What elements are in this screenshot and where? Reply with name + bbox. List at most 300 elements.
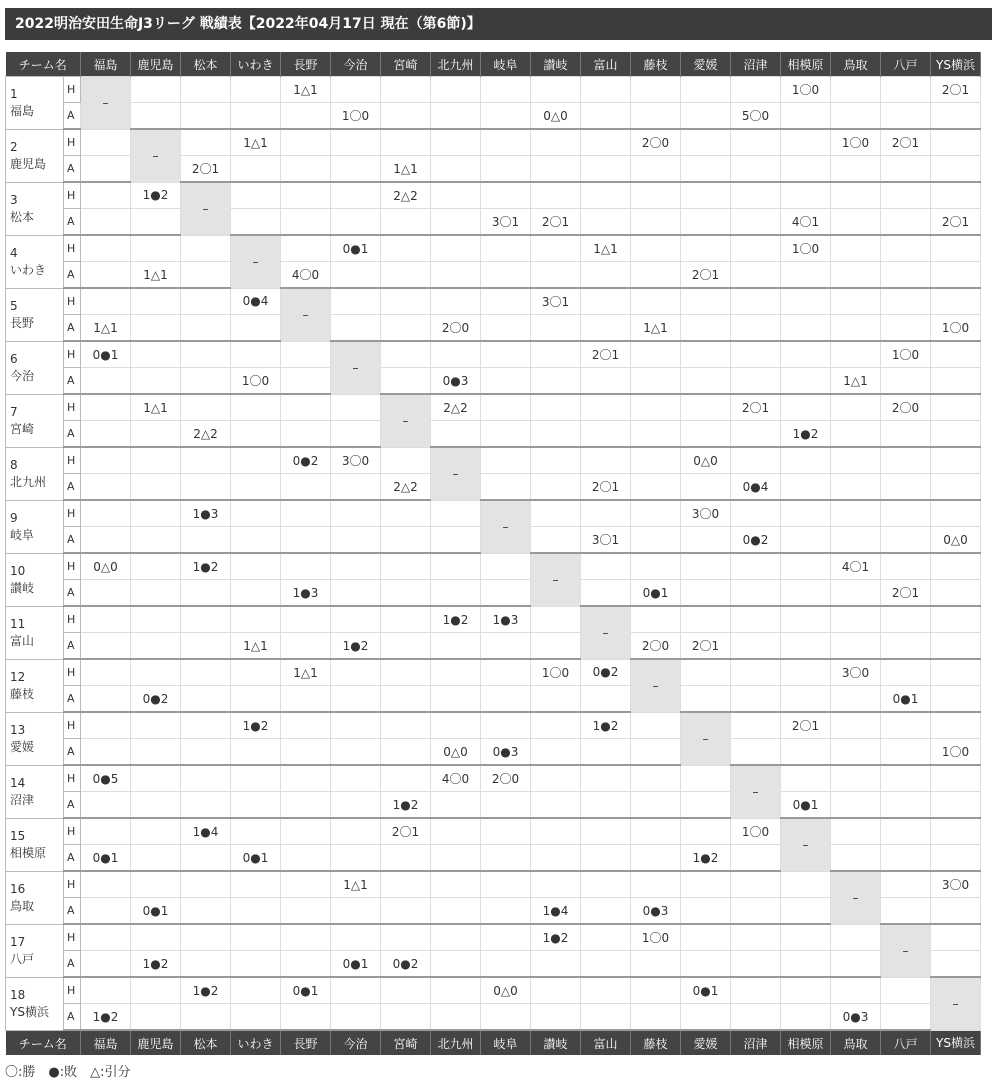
result-cell bbox=[731, 500, 781, 527]
team-15-away-row bbox=[6, 845, 981, 872]
team-number: 12 bbox=[10, 669, 26, 684]
self-match-cell: – bbox=[731, 765, 781, 818]
result-cell bbox=[181, 951, 231, 978]
page-title: 2022明治安田生命J3リーグ 戦績表【2022年04月17日 現在（第6節)】 bbox=[5, 8, 992, 40]
result-cell bbox=[581, 103, 631, 130]
result-cell bbox=[181, 898, 231, 925]
result-cell: 1〇0 bbox=[881, 341, 931, 368]
result-cell bbox=[81, 182, 131, 209]
result-cell bbox=[881, 447, 931, 474]
result-cell bbox=[681, 77, 731, 103]
result-cell: 2〇0 bbox=[631, 129, 681, 156]
team-cell bbox=[6, 606, 64, 659]
team-cell bbox=[6, 394, 64, 447]
home-label: H bbox=[64, 659, 81, 686]
result-cell bbox=[281, 527, 331, 554]
result-cell bbox=[431, 77, 481, 103]
team-cell bbox=[6, 818, 64, 871]
result-cell bbox=[681, 792, 731, 819]
header-col-18: YS横浜 bbox=[931, 52, 981, 77]
result-cell bbox=[481, 924, 531, 951]
result-cell: 0●2 bbox=[731, 527, 781, 554]
result-cell bbox=[131, 235, 181, 262]
team-10-home-row bbox=[6, 553, 981, 580]
result-cell: 1△1 bbox=[131, 394, 181, 421]
result-cell bbox=[181, 633, 231, 660]
footer-col-2: 鹿児島 bbox=[131, 1030, 181, 1055]
away-label: A bbox=[64, 686, 81, 713]
result-cell bbox=[131, 765, 181, 792]
result-cell bbox=[81, 739, 131, 766]
result-cell bbox=[481, 553, 531, 580]
header-col-15: 相模原 bbox=[781, 52, 831, 77]
result-cell bbox=[681, 1004, 731, 1031]
result-cell bbox=[431, 421, 481, 448]
away-label: A bbox=[64, 898, 81, 925]
result-cell bbox=[181, 924, 231, 951]
result-cell bbox=[831, 765, 881, 792]
result-cell bbox=[881, 77, 931, 103]
result-cell bbox=[81, 792, 131, 819]
result-cell: 1△1 bbox=[281, 77, 331, 103]
result-cell bbox=[631, 156, 681, 183]
result-cell bbox=[331, 129, 381, 156]
result-cell: 2〇1 bbox=[581, 474, 631, 501]
team-cell bbox=[6, 924, 64, 977]
result-cell bbox=[931, 951, 981, 978]
result-cell bbox=[281, 209, 331, 236]
result-cell bbox=[331, 712, 381, 739]
result-cell bbox=[681, 394, 731, 421]
result-cell: 0△0 bbox=[481, 977, 531, 1004]
team-cell bbox=[6, 288, 64, 341]
result-cell bbox=[681, 765, 731, 792]
result-cell bbox=[81, 712, 131, 739]
result-cell bbox=[181, 606, 231, 633]
result-cell bbox=[481, 421, 531, 448]
result-cell bbox=[681, 898, 731, 925]
result-cell bbox=[181, 77, 231, 103]
result-cell bbox=[681, 871, 731, 898]
result-cell bbox=[881, 659, 931, 686]
team-number: 17 bbox=[10, 934, 26, 949]
result-cell bbox=[681, 421, 731, 448]
team-14-away-row bbox=[6, 792, 981, 819]
header-col-17: 八戸 bbox=[881, 52, 931, 77]
result-cell bbox=[131, 739, 181, 766]
header-col-9: 岐阜 bbox=[481, 52, 531, 77]
result-cell bbox=[331, 606, 381, 633]
result-cell bbox=[81, 659, 131, 686]
result-cell bbox=[281, 792, 331, 819]
result-cell bbox=[931, 659, 981, 686]
result-cell bbox=[831, 182, 881, 209]
result-cell bbox=[381, 606, 431, 633]
result-cell bbox=[231, 924, 281, 951]
result-cell bbox=[781, 103, 831, 130]
result-cell bbox=[881, 235, 931, 262]
result-cell bbox=[631, 845, 681, 872]
team-1-away-row bbox=[6, 103, 981, 130]
result-cell bbox=[281, 845, 331, 872]
result-cell bbox=[531, 633, 581, 660]
result-cell bbox=[481, 686, 531, 713]
header-col-14: 沼津 bbox=[731, 52, 781, 77]
result-cell bbox=[431, 633, 481, 660]
result-cell bbox=[131, 500, 181, 527]
result-cell bbox=[231, 447, 281, 474]
result-cell bbox=[881, 368, 931, 395]
home-label: H bbox=[64, 553, 81, 580]
result-cell: 4〇0 bbox=[281, 262, 331, 289]
result-cell: 0●1 bbox=[81, 845, 131, 872]
result-cell bbox=[781, 1004, 831, 1031]
footer-col-3: 松本 bbox=[181, 1030, 231, 1055]
home-label: H bbox=[64, 712, 81, 739]
home-label: H bbox=[64, 182, 81, 209]
result-cell bbox=[381, 129, 431, 156]
result-cell bbox=[181, 288, 231, 315]
result-cell bbox=[831, 235, 881, 262]
result-cell: 2〇1 bbox=[181, 156, 231, 183]
away-label: A bbox=[64, 474, 81, 501]
result-cell bbox=[81, 394, 131, 421]
team-name: 鹿児島 bbox=[10, 156, 47, 171]
result-cell bbox=[581, 977, 631, 1004]
result-cell bbox=[381, 633, 431, 660]
result-cell bbox=[631, 500, 681, 527]
result-cell bbox=[831, 341, 881, 368]
result-cell bbox=[831, 792, 881, 819]
result-cell bbox=[581, 924, 631, 951]
result-cell bbox=[831, 474, 881, 501]
result-cell: 1●2 bbox=[181, 977, 231, 1004]
result-cell bbox=[231, 394, 281, 421]
away-label: A bbox=[64, 739, 81, 766]
result-cell: 1●2 bbox=[381, 792, 431, 819]
result-cell bbox=[531, 606, 581, 633]
result-cell bbox=[381, 977, 431, 1004]
result-cell: 2〇1 bbox=[681, 633, 731, 660]
result-cell bbox=[581, 739, 631, 766]
result-cell bbox=[181, 712, 231, 739]
footer-col-4: いわき bbox=[231, 1030, 281, 1055]
result-cell bbox=[81, 606, 131, 633]
team-14-home-row bbox=[6, 765, 981, 792]
result-cell bbox=[231, 951, 281, 978]
footer-col-8: 北九州 bbox=[431, 1030, 481, 1055]
result-cell bbox=[681, 951, 731, 978]
result-cell bbox=[681, 288, 731, 315]
team-number: 5 bbox=[10, 298, 18, 313]
result-cell bbox=[81, 500, 131, 527]
team-cell bbox=[6, 553, 64, 606]
result-cell: 5〇0 bbox=[731, 103, 781, 130]
result-cell: 3〇1 bbox=[581, 527, 631, 554]
result-cell: 0●3 bbox=[431, 368, 481, 395]
result-cell bbox=[81, 474, 131, 501]
team-11-away-row bbox=[6, 633, 981, 660]
result-cell bbox=[381, 580, 431, 607]
header-col-1: 福島 bbox=[81, 52, 131, 77]
result-cell bbox=[931, 288, 981, 315]
result-cell bbox=[531, 739, 581, 766]
result-cell bbox=[281, 474, 331, 501]
result-cell bbox=[331, 686, 381, 713]
result-cell bbox=[381, 845, 431, 872]
team-cell bbox=[6, 871, 64, 924]
result-cell bbox=[381, 315, 431, 342]
result-cell: 2△2 bbox=[381, 182, 431, 209]
result-cell bbox=[481, 77, 531, 103]
result-cell: 4〇1 bbox=[831, 553, 881, 580]
team-name: 北九州 bbox=[10, 474, 47, 489]
results-table bbox=[5, 52, 981, 1055]
result-cell bbox=[431, 235, 481, 262]
result-cell bbox=[581, 421, 631, 448]
result-cell bbox=[381, 341, 431, 368]
team-name: 松本 bbox=[10, 209, 35, 224]
result-cell bbox=[931, 712, 981, 739]
result-cell bbox=[481, 315, 531, 342]
team-6-away-row bbox=[6, 368, 981, 395]
header-col-5: 長野 bbox=[281, 52, 331, 77]
header-col-4: いわき bbox=[231, 52, 281, 77]
team-cell bbox=[6, 182, 64, 235]
result-cell: 3〇0 bbox=[831, 659, 881, 686]
result-cell: 1△1 bbox=[381, 156, 431, 183]
team-name: 藤枝 bbox=[10, 686, 35, 701]
result-cell bbox=[931, 129, 981, 156]
result-cell bbox=[681, 474, 731, 501]
result-cell bbox=[831, 103, 881, 130]
result-cell bbox=[131, 209, 181, 236]
result-cell: 0●1 bbox=[81, 341, 131, 368]
result-cell bbox=[331, 924, 381, 951]
team-name: 富山 bbox=[10, 633, 35, 648]
result-cell bbox=[681, 103, 731, 130]
result-cell bbox=[731, 977, 781, 1004]
result-cell bbox=[331, 500, 381, 527]
result-cell bbox=[131, 924, 181, 951]
result-cell: 1〇0 bbox=[331, 103, 381, 130]
result-cell bbox=[581, 288, 631, 315]
result-cell bbox=[331, 845, 381, 872]
result-cell: 3〇1 bbox=[531, 288, 581, 315]
result-cell bbox=[731, 951, 781, 978]
result-cell bbox=[831, 394, 881, 421]
home-label: H bbox=[64, 924, 81, 951]
result-cell bbox=[231, 977, 281, 1004]
result-cell bbox=[631, 447, 681, 474]
result-cell bbox=[581, 792, 631, 819]
result-cell: 2〇1 bbox=[781, 712, 831, 739]
result-cell bbox=[631, 765, 681, 792]
result-cell bbox=[881, 262, 931, 289]
result-cell bbox=[531, 527, 581, 554]
header-col-10: 讃岐 bbox=[531, 52, 581, 77]
result-cell bbox=[881, 845, 931, 872]
result-cell bbox=[731, 659, 781, 686]
result-cell bbox=[631, 818, 681, 845]
result-cell bbox=[881, 765, 931, 792]
result-cell bbox=[581, 447, 631, 474]
result-cell bbox=[881, 103, 931, 130]
result-cell bbox=[431, 209, 481, 236]
result-cell bbox=[931, 421, 981, 448]
result-cell bbox=[681, 818, 731, 845]
team-name: 福島 bbox=[10, 103, 35, 118]
team-name: YS横浜 bbox=[10, 1004, 49, 1019]
result-cell: 1〇0 bbox=[731, 818, 781, 845]
result-cell bbox=[131, 818, 181, 845]
team-12-home-row bbox=[6, 659, 981, 686]
result-cell: 1△1 bbox=[81, 315, 131, 342]
result-cell bbox=[231, 580, 281, 607]
result-cell bbox=[131, 315, 181, 342]
result-cell: 1●2 bbox=[781, 421, 831, 448]
result-cell bbox=[681, 606, 731, 633]
self-match-cell: – bbox=[881, 924, 931, 977]
result-cell bbox=[631, 951, 681, 978]
result-cell bbox=[131, 977, 181, 1004]
result-cell bbox=[531, 951, 581, 978]
result-cell bbox=[81, 156, 131, 183]
result-cell bbox=[931, 845, 981, 872]
result-cell bbox=[581, 182, 631, 209]
result-cell: 1〇0 bbox=[231, 368, 281, 395]
result-cell bbox=[931, 103, 981, 130]
result-cell bbox=[881, 288, 931, 315]
result-cell bbox=[231, 553, 281, 580]
result-cell bbox=[231, 1004, 281, 1031]
team-number: 9 bbox=[10, 510, 18, 525]
result-cell: 0●3 bbox=[481, 739, 531, 766]
result-cell bbox=[431, 182, 481, 209]
result-cell bbox=[181, 1004, 231, 1031]
result-cell bbox=[281, 951, 331, 978]
result-cell bbox=[631, 553, 681, 580]
result-cell bbox=[631, 77, 681, 103]
result-cell: 0●1 bbox=[281, 977, 331, 1004]
team-cell bbox=[6, 712, 64, 765]
footer-col-18: YS横浜 bbox=[931, 1030, 981, 1055]
team-cell bbox=[6, 129, 64, 182]
result-cell: 1△1 bbox=[581, 235, 631, 262]
result-cell: 0●1 bbox=[131, 898, 181, 925]
away-label: A bbox=[64, 527, 81, 554]
result-cell bbox=[681, 209, 731, 236]
result-cell bbox=[731, 871, 781, 898]
team-3-away-row bbox=[6, 209, 981, 236]
result-cell bbox=[931, 341, 981, 368]
result-cell bbox=[881, 739, 931, 766]
header-col-7: 宮崎 bbox=[381, 52, 431, 77]
team-number: 10 bbox=[10, 563, 26, 578]
result-cell bbox=[631, 103, 681, 130]
result-cell bbox=[931, 818, 981, 845]
result-cell: 1●2 bbox=[581, 712, 631, 739]
result-cell bbox=[581, 129, 631, 156]
away-label: A bbox=[64, 209, 81, 236]
result-cell bbox=[881, 871, 931, 898]
result-cell bbox=[81, 686, 131, 713]
result-cell bbox=[281, 235, 331, 262]
team-number: 3 bbox=[10, 192, 18, 207]
team-number: 13 bbox=[10, 722, 26, 737]
result-cell bbox=[331, 739, 381, 766]
result-cell bbox=[281, 368, 331, 395]
result-cell bbox=[881, 792, 931, 819]
result-cell bbox=[381, 103, 431, 130]
result-cell bbox=[731, 209, 781, 236]
home-label: H bbox=[64, 341, 81, 368]
result-cell bbox=[81, 447, 131, 474]
result-cell bbox=[231, 421, 281, 448]
result-cell bbox=[631, 209, 681, 236]
result-cell bbox=[531, 262, 581, 289]
result-cell bbox=[781, 951, 831, 978]
result-cell bbox=[281, 712, 331, 739]
team-10-away-row bbox=[6, 580, 981, 607]
team-name: 讃岐 bbox=[10, 580, 35, 595]
result-cell bbox=[881, 500, 931, 527]
header-col-16: 鳥取 bbox=[831, 52, 881, 77]
result-cell bbox=[131, 474, 181, 501]
team-number: 6 bbox=[10, 351, 18, 366]
result-cell bbox=[81, 818, 131, 845]
result-cell bbox=[331, 765, 381, 792]
result-cell bbox=[831, 686, 881, 713]
result-cell: 3〇0 bbox=[331, 447, 381, 474]
result-cell: 0●1 bbox=[681, 977, 731, 1004]
result-cell bbox=[781, 924, 831, 951]
result-cell bbox=[331, 315, 381, 342]
result-cell: 1〇0 bbox=[531, 659, 581, 686]
result-cell bbox=[831, 977, 881, 1004]
result-cell bbox=[331, 659, 381, 686]
team-1-home-row bbox=[6, 77, 981, 103]
result-cell bbox=[231, 898, 281, 925]
team-number: 16 bbox=[10, 881, 26, 896]
result-cell bbox=[631, 739, 681, 766]
result-cell bbox=[381, 209, 431, 236]
result-cell bbox=[481, 368, 531, 395]
result-cell bbox=[81, 235, 131, 262]
result-cell bbox=[481, 898, 531, 925]
result-cell bbox=[281, 818, 331, 845]
result-cell bbox=[131, 792, 181, 819]
result-cell: 0●1 bbox=[331, 951, 381, 978]
team-name-header: チーム名 bbox=[6, 52, 81, 77]
footer-col-1: 福島 bbox=[81, 1030, 131, 1055]
result-cell bbox=[281, 898, 331, 925]
result-cell bbox=[81, 209, 131, 236]
result-cell bbox=[281, 421, 331, 448]
result-cell: 1●2 bbox=[131, 951, 181, 978]
result-cell bbox=[381, 871, 431, 898]
result-cell bbox=[731, 156, 781, 183]
home-label: H bbox=[64, 447, 81, 474]
result-cell bbox=[731, 553, 781, 580]
result-cell bbox=[881, 898, 931, 925]
result-cell bbox=[281, 633, 331, 660]
team-name: いわき bbox=[10, 262, 47, 277]
team-16-home-row bbox=[6, 871, 981, 898]
result-cell: 0△0 bbox=[931, 527, 981, 554]
result-cell bbox=[531, 712, 581, 739]
result-cell bbox=[681, 580, 731, 607]
